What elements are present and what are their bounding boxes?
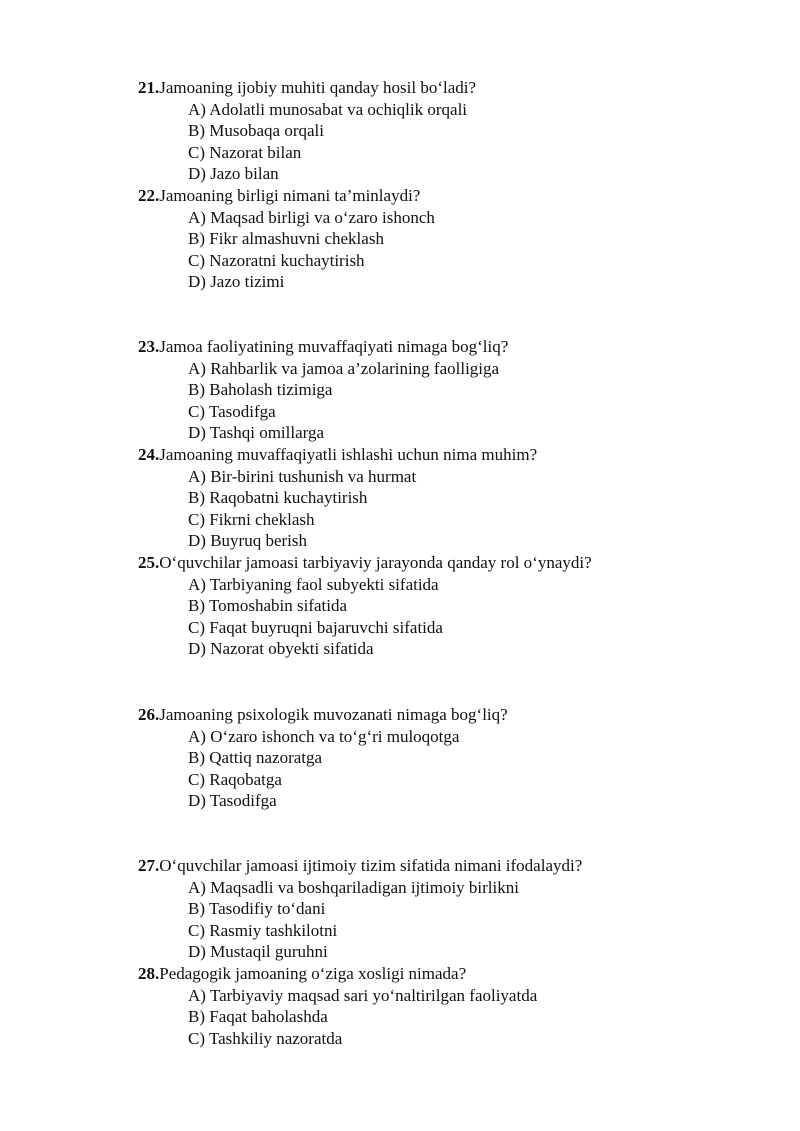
question-text: O‘quvchilar jamoasi ijtimoiy tizim sifatida nimani ifodalaydi? (159, 856, 583, 875)
option-d: D) Nazorat obyekti sifatida (188, 639, 374, 658)
option-d: D) Jazo tizimi (188, 272, 285, 291)
question-number: 26. (138, 705, 160, 724)
option-c: C) Faqat buyruqni bajaruvchi sifatida (188, 617, 443, 637)
option-a: A) Tarbiyaviy maqsad sari yo‘naltirilgan faoliyatda (188, 985, 538, 1005)
question-number: 23. (138, 337, 160, 356)
option-b: B) Musobaqa orqali (188, 121, 324, 140)
option-a: A) Bir-birini tushunish va hurmat (188, 466, 417, 486)
question-number: 27. (138, 856, 160, 875)
question-text: Jamoaning muvaffaqiyatli ishlashi uchun nima muhim? (159, 445, 538, 464)
option-b: B) Tomoshabin sifatida (188, 596, 348, 615)
option-c: C) Raqobatga (188, 769, 282, 789)
question-text: Jamoaning psixologik muvozanati nimaga bog‘liq? (159, 705, 508, 724)
question-text-line (138, 77, 476, 99)
option-d: D) Tashqi omillarga (188, 423, 325, 442)
option-c: C) Rasmiy tashkilotni (188, 920, 338, 940)
option-d: D) Tasodifga (188, 791, 277, 810)
question-text-line (138, 185, 420, 207)
option-c: C) Tasodifga (188, 401, 276, 421)
question-text: Jamoaning birligi nimani ta’minlaydi? (159, 186, 421, 205)
question-number: 24. (138, 445, 160, 464)
option-a: A) Maqsadli va boshqariladigan ijtimoiy birlikni (188, 877, 519, 897)
option-a: A) Tarbiyaning faol subyekti sifatida (188, 574, 439, 594)
question-number: 21. (138, 78, 160, 97)
option-b: B) Raqobatni kuchaytirish (188, 488, 368, 507)
option-a: A) Rahbarlik va jamoa a’zolarining faolligiga (188, 358, 500, 378)
option-d: D) Mustaqil guruhni (188, 942, 328, 961)
option-c: C) Nazorat bilan (188, 142, 302, 162)
option-b: B) Baholash tizimiga (188, 380, 333, 399)
question-text: Pedagogik jamoaning o‘ziga xosligi nimada? (159, 964, 467, 983)
question-text-line (138, 336, 508, 358)
question-number: 25. (138, 553, 160, 572)
question-text: Jamoa faoliyatining muvaffaqiyati nimaga bog‘liq? (159, 337, 509, 356)
option-a: A) Adolatli munosabat va ochiqlik orqali (188, 99, 468, 119)
question-number: 22. (138, 186, 160, 205)
option-a: A) O‘zaro ishonch va to‘g‘ri muloqotga (188, 726, 460, 746)
question-number: 28. (138, 964, 160, 983)
option-c: C) Nazoratni kuchaytirish (188, 250, 365, 270)
question-text-line (138, 963, 466, 985)
option-d: D) Jazo bilan (188, 164, 279, 183)
question-text: O‘quvchilar jamoasi tarbiyaviy jarayonda qanday rol o‘ynaydi? (159, 553, 592, 572)
question-text-line (138, 704, 508, 726)
question-text-line (138, 855, 582, 877)
option-d: D) Buyruq berish (188, 531, 307, 550)
option-b: B) Faqat baholashda (188, 1007, 328, 1026)
question-text-line (138, 552, 592, 574)
option-a: A) Maqsad birligi va o‘zaro ishonch (188, 207, 435, 227)
option-b: B) Qattiq nazoratga (188, 748, 323, 767)
option-c: C) Fikrni cheklash (188, 509, 315, 529)
question-text-line (138, 444, 537, 466)
option-b: B) Fikr almashuvni cheklash (188, 229, 384, 248)
option-b: B) Tasodifiy to‘dani (188, 899, 326, 918)
question-text: Jamoaning ijobiy muhiti qanday hosil bo‘ladi? (159, 78, 477, 97)
option-c: C) Tashkiliy nazoratda (188, 1028, 343, 1048)
